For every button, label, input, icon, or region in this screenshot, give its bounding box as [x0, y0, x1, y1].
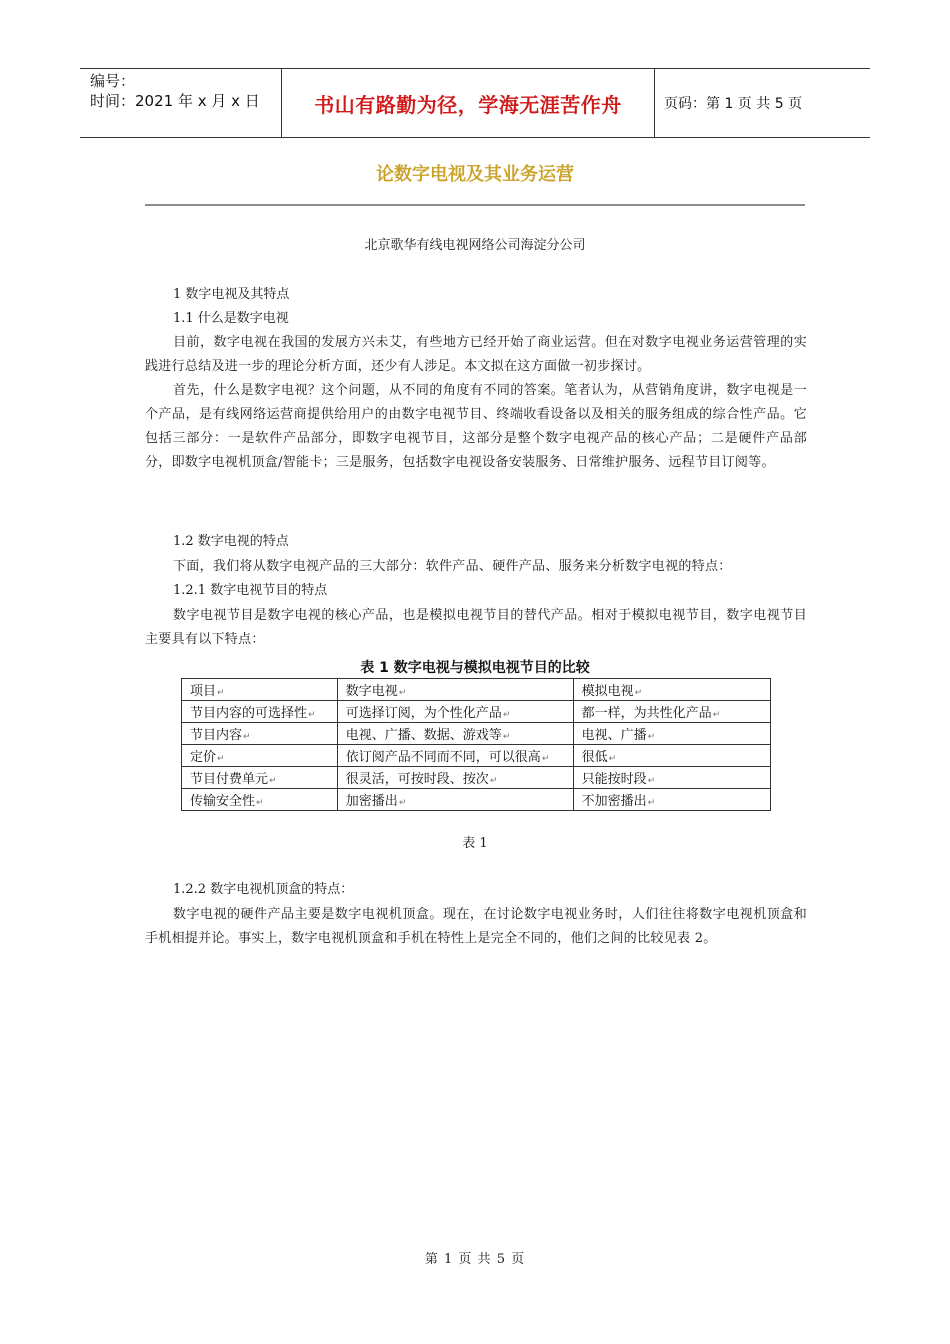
- header-meta: [90, 71, 260, 111]
- table-cell: [337, 767, 573, 789]
- table-cell: [182, 789, 338, 811]
- table-row: [182, 701, 771, 723]
- time-label: 时间：2021 年 x 月 x 日: [90, 92, 260, 110]
- paragraph-mark-icon: ↵: [541, 754, 550, 764]
- paragraph-mark-icon: ↵: [647, 798, 656, 808]
- table-row: [182, 745, 771, 767]
- organization: 北京歌华有线电视网络公司海淀分公司: [364, 238, 586, 253]
- table-cell: [337, 679, 573, 701]
- paragraph-mark-icon: ↵: [489, 776, 498, 786]
- table-cell-text: 节目内容的可选择性: [190, 706, 308, 721]
- table-cell-text: 不加密播出: [581, 794, 647, 809]
- table-row: [182, 723, 771, 745]
- table-cell: [573, 723, 770, 745]
- table-cell: [182, 745, 338, 767]
- document-header: [80, 68, 870, 138]
- title-rule: [145, 204, 805, 206]
- table-cell-text: 模拟电视: [581, 684, 634, 699]
- document-title: 论数字电视及其业务运营: [376, 164, 574, 185]
- header-page-info: 页码：第 1 页 共 5 页: [664, 96, 803, 112]
- table-cell-text: 可选择订阅，为个性化产品: [345, 706, 502, 721]
- table-cell: [573, 767, 770, 789]
- header-motto: 书山有路勤为径，学海无涯苦作舟: [314, 92, 622, 117]
- section-heading-1-1: 1.1 什么是数字电视: [173, 311, 289, 326]
- table-cell-text: 电视、广播、数据、游戏等: [345, 728, 502, 743]
- table-cell-text: 定价: [190, 750, 217, 765]
- paragraph-mark-icon: ↵: [217, 688, 225, 698]
- paragraph-mark-icon: ↵: [217, 754, 225, 764]
- table-cell: [182, 701, 338, 723]
- section-heading-1-2-2: 1.2.2 数字电视机顶盒的特点：: [173, 882, 354, 897]
- table-label: 表 1: [462, 836, 488, 851]
- paragraph-mark-icon: ↵: [608, 754, 617, 764]
- table-cell-text: 节目付费单元: [190, 772, 269, 787]
- paragraph: 数字电视的硬件产品主要是数字电视机顶盒。现在，在讨论数字电视业务时，人们往往将数字电视机顶盒和手机相提并论。事实上，数字电视机顶盒和手机在特性上是完全不同的，他们之间的比较见表 2。: [145, 907, 807, 946]
- table-cell: [337, 745, 573, 767]
- table-cell-text: 加密播出: [345, 794, 398, 809]
- table-cell-text: 项目: [190, 684, 217, 699]
- table-cell-text: 数字电视: [345, 684, 398, 699]
- table-cell-text: 传输安全性: [190, 794, 256, 809]
- header-divider-right: [654, 69, 655, 137]
- number-label: 编号：: [90, 72, 136, 90]
- table-cell: [337, 789, 573, 811]
- table-cell: [337, 723, 573, 745]
- section-heading-1: 1 数字电视及其特点: [173, 287, 290, 302]
- paragraph-mark-icon: ↵: [308, 710, 316, 720]
- paragraph-mark-icon: ↵: [502, 732, 511, 742]
- paragraph-mark-icon: ↵: [634, 688, 643, 698]
- table-caption: 表 1 数字电视与模拟电视节目的比较: [360, 660, 590, 676]
- paragraph-mark-icon: ↵: [647, 732, 656, 742]
- table-cell-text: 电视、广播: [581, 728, 647, 743]
- table-cell-text: 依订阅产品不同而不同，可以很高: [345, 750, 541, 765]
- table-cell: [337, 701, 573, 723]
- table-row: [182, 789, 771, 811]
- paragraph: 数字电视节目是数字电视的核心产品，也是模拟电视节目的替代产品。相对于模拟电视节目，数字电视节目主要具有以下特点：: [145, 608, 807, 647]
- paragraph-mark-icon: ↵: [269, 776, 277, 786]
- paragraph-mark-icon: ↵: [256, 798, 264, 808]
- table-row: [182, 679, 771, 701]
- table-cell: [182, 767, 338, 789]
- paragraph: 下面，我们将从数字电视产品的三大部分：软件产品、硬件产品、服务来分析数字电视的特点：: [173, 559, 732, 574]
- page-footer: 第 1 页 共 5 页: [424, 1252, 526, 1267]
- table-cell-text: 很灵活，可按时段、按次: [345, 772, 489, 787]
- table-row: [182, 767, 771, 789]
- comparison-table: [181, 678, 771, 811]
- paragraph-mark-icon: ↵: [243, 732, 251, 742]
- table-cell-text: 只能按时段: [581, 772, 647, 787]
- table-cell-text: 节目内容: [190, 728, 243, 743]
- paragraph-mark-icon: ↵: [647, 776, 656, 786]
- section-heading-1-2: 1.2 数字电视的特点: [173, 534, 289, 549]
- paragraph: 首先，什么是数字电视？这个问题，从不同的角度有不同的答案。笔者认为，从营销角度讲，数字电视是一个产品，是有线网络运营商提供给用户的由数字电视节目、终端收看设备以及相关的服务组成的综合性产品。它包括三部分：一是软件产品部分，即数字电视节目，这部分是整个数字电视产品的核心产品；二是硬件产品部分，即数字电视机顶盒/智能卡；三是服务，包括数字电视设备安装服务、日常维护服务、远程节目订阅等。: [145, 383, 807, 470]
- table-cell: [573, 701, 770, 723]
- table-cell-text: 都一样，为共性化产品: [581, 706, 712, 721]
- table-cell: [182, 723, 338, 745]
- table-cell: [573, 789, 770, 811]
- table-cell: [573, 745, 770, 767]
- paragraph-mark-icon: ↵: [712, 710, 721, 720]
- paragraph-mark-icon: ↵: [398, 798, 407, 808]
- section-heading-1-2-1: 1.2.1 数字电视节目的特点: [173, 583, 328, 598]
- paragraph-mark-icon: ↵: [398, 688, 407, 698]
- table-cell: [182, 679, 338, 701]
- table-cell-text: 很低: [581, 750, 608, 765]
- paragraph-mark-icon: ↵: [502, 710, 511, 720]
- table-cell: [573, 679, 770, 701]
- paragraph: 目前，数字电视在我国的发展方兴未艾，有些地方已经开始了商业运营。但在对数字电视业务运营管理的实践进行总结及进一步的理论分析方面，还少有人涉足。本文拟在这方面做一初步探讨。: [145, 335, 807, 374]
